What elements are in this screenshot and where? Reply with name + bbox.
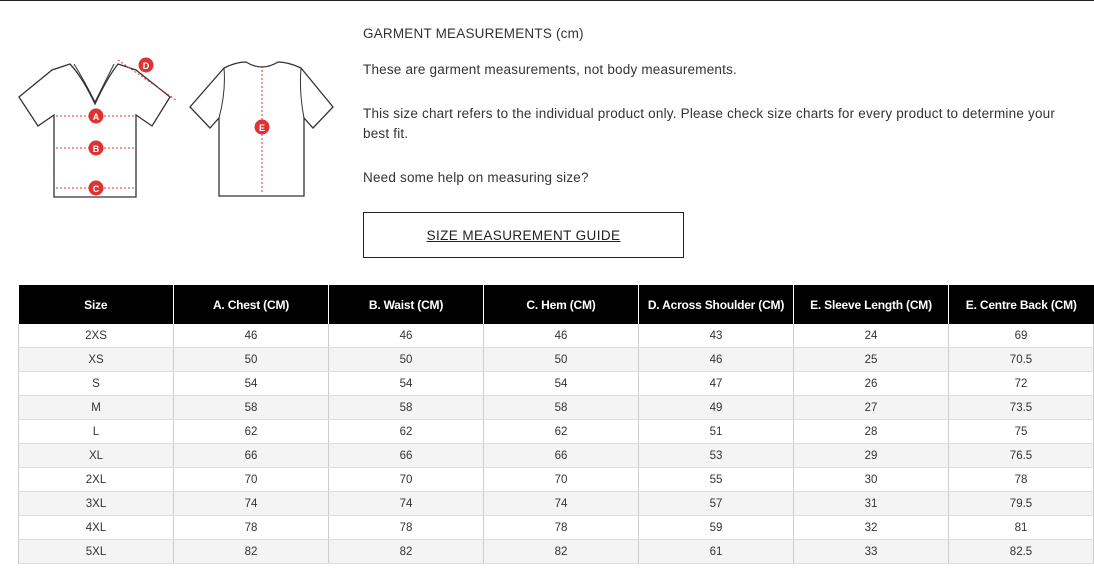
measurement-cell: 66 — [329, 444, 484, 468]
svg-text:E: E — [258, 123, 266, 133]
table-row — [19, 348, 1094, 372]
size-cell: 3XL — [19, 492, 174, 516]
measurement-cell: 46 — [484, 324, 639, 348]
table-header-row — [19, 285, 1094, 324]
measurement-cell: 69 — [949, 324, 1094, 348]
measurement-cell: 50 — [174, 348, 329, 372]
measurement-cell: 82 — [329, 540, 484, 564]
measurement-cell: 47 — [639, 372, 794, 396]
measurement-cell: 76.5 — [949, 444, 1094, 468]
table-row — [19, 396, 1094, 420]
measurement-cell: 74 — [174, 492, 329, 516]
measurement-cell: 58 — [329, 396, 484, 420]
measurement-cell: 54 — [174, 372, 329, 396]
size-cell: XS — [19, 348, 174, 372]
measurement-cell: 46 — [174, 324, 329, 348]
measurement-cell: 50 — [484, 348, 639, 372]
size-cell: 2XS — [19, 324, 174, 348]
size-cell: L — [19, 420, 174, 444]
measurement-cell: 59 — [639, 516, 794, 540]
marker-c — [89, 181, 104, 196]
measurement-cell: 62 — [174, 420, 329, 444]
table-row — [19, 492, 1094, 516]
measurement-cell: 29 — [794, 444, 949, 468]
size-cell: M — [19, 396, 174, 420]
measurement-cell: 73.5 — [949, 396, 1094, 420]
measurement-cell: 58 — [484, 396, 639, 420]
measurement-cell: 51 — [639, 420, 794, 444]
garment-info — [363, 24, 1063, 188]
svg-text:A: A — [92, 112, 100, 122]
header-waist: B. Waist (CM) — [329, 285, 484, 324]
measurement-cell: 57 — [639, 492, 794, 516]
marker-e — [255, 120, 270, 135]
measurement-cell: 81 — [949, 516, 1094, 540]
garment-measurement-diagram — [14, 52, 344, 212]
table-row — [19, 324, 1094, 348]
measurement-cell: 74 — [329, 492, 484, 516]
measurement-cell: 78 — [484, 516, 639, 540]
header-size: Size — [19, 285, 174, 324]
svg-text:D: D — [142, 61, 150, 71]
measurement-cell: 31 — [794, 492, 949, 516]
size-cell: 4XL — [19, 516, 174, 540]
help-text: Need some help on measuring size? — [363, 170, 589, 185]
measurement-cell: 28 — [794, 420, 949, 444]
measurement-cell: 54 — [329, 372, 484, 396]
measurement-cell: 55 — [639, 468, 794, 492]
measurement-cell: 62 — [484, 420, 639, 444]
measurement-cell: 72 — [949, 372, 1094, 396]
marker-d — [139, 58, 154, 73]
marker-b — [89, 141, 104, 156]
measurement-cell: 33 — [794, 540, 949, 564]
size-cell: 5XL — [19, 540, 174, 564]
measurement-cell: 58 — [174, 396, 329, 420]
top-divider — [0, 0, 1094, 1]
size-chart-table — [18, 285, 1094, 564]
measurement-note: These are garment measurements, not body measurements. — [363, 62, 737, 77]
measurement-cell: 62 — [329, 420, 484, 444]
section-heading: GARMENT MEASUREMENTS (cm) — [363, 26, 584, 41]
size-cell: XL — [19, 444, 174, 468]
measurement-cell: 27 — [794, 396, 949, 420]
measurement-cell: 82.5 — [949, 540, 1094, 564]
size-cell: 2XL — [19, 468, 174, 492]
measurement-cell: 70 — [174, 468, 329, 492]
svg-text:C: C — [92, 184, 100, 194]
measurement-cell: 50 — [329, 348, 484, 372]
measurement-cell: 32 — [794, 516, 949, 540]
measurement-cell: 70 — [329, 468, 484, 492]
measurement-cell: 82 — [174, 540, 329, 564]
table-row — [19, 516, 1094, 540]
header-hem: C. Hem (CM) — [484, 285, 639, 324]
measurement-cell: 79.5 — [949, 492, 1094, 516]
header-chest: A. Chest (CM) — [174, 285, 329, 324]
size-guide-button[interactable]: SIZE MEASUREMENT GUIDE — [363, 212, 684, 258]
header-centre-back: E. Centre Back (CM) — [949, 285, 1094, 324]
marker-a — [89, 109, 104, 124]
measurement-cell: 82 — [484, 540, 639, 564]
measurement-cell: 43 — [639, 324, 794, 348]
measurement-cell: 53 — [639, 444, 794, 468]
measurement-cell: 54 — [484, 372, 639, 396]
header-sleeve-length: E. Sleeve Length (CM) — [794, 285, 949, 324]
table-row — [19, 420, 1094, 444]
measurement-cell: 78 — [174, 516, 329, 540]
measurement-cell: 66 — [484, 444, 639, 468]
size-chart-disclaimer: This size chart refers to the individual product only. Please check size charts for every product to determine your best fit. — [363, 106, 1056, 141]
measurement-cell: 66 — [174, 444, 329, 468]
size-cell: S — [19, 372, 174, 396]
measurement-cell: 30 — [794, 468, 949, 492]
measurement-cell: 75 — [949, 420, 1094, 444]
table-row — [19, 372, 1094, 396]
measurement-cell: 24 — [794, 324, 949, 348]
svg-text:B: B — [92, 144, 100, 154]
measurement-cell: 78 — [329, 516, 484, 540]
measurement-cell: 26 — [794, 372, 949, 396]
measurement-cell: 46 — [639, 348, 794, 372]
table-row — [19, 444, 1094, 468]
front-tshirt-icon — [19, 64, 170, 197]
measurement-cell: 70.5 — [949, 348, 1094, 372]
measurement-cell: 49 — [639, 396, 794, 420]
measurement-cell: 78 — [949, 468, 1094, 492]
measurement-cell: 25 — [794, 348, 949, 372]
size-chart-body — [19, 324, 1094, 564]
measurement-cell: 46 — [329, 324, 484, 348]
measurement-cell: 70 — [484, 468, 639, 492]
header-across-shoulder: D. Across Shoulder (CM) — [639, 285, 794, 324]
measurement-cell: 74 — [484, 492, 639, 516]
table-row — [19, 540, 1094, 564]
measurement-cell: 61 — [639, 540, 794, 564]
table-row — [19, 468, 1094, 492]
